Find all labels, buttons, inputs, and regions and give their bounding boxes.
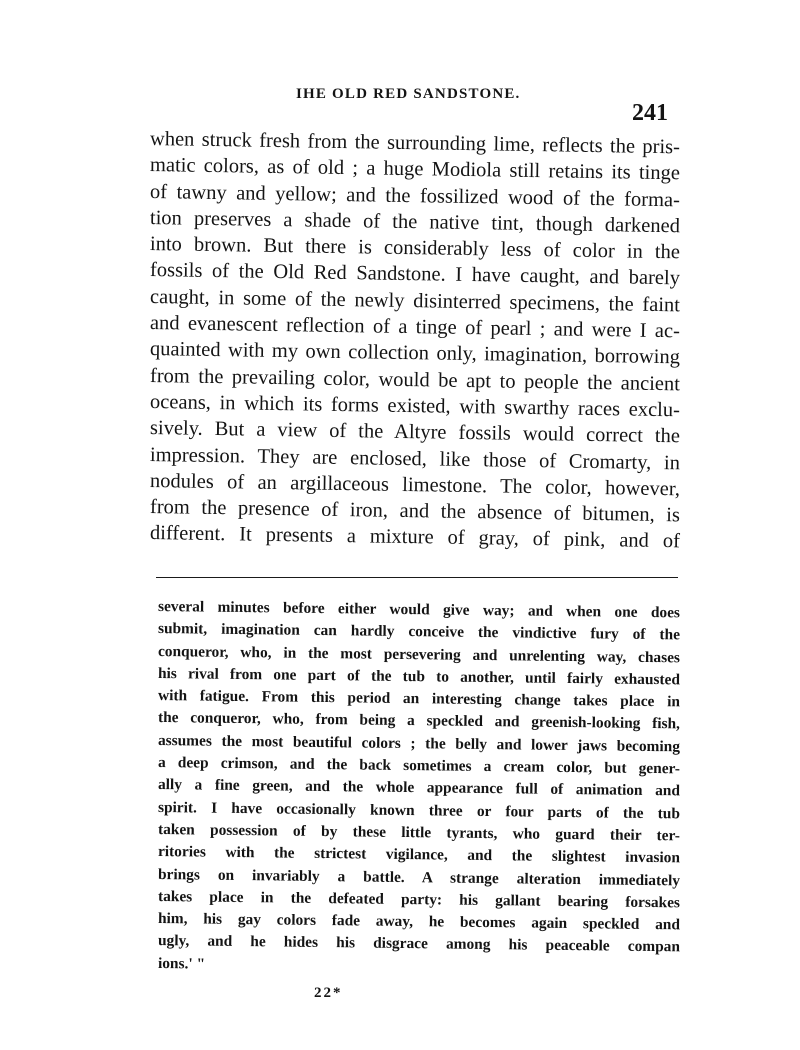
body-line: and evanescent reflection of a tinge of pearl ; and were I ac-: [149, 312, 681, 343]
body-line: nodules of an argillaceous limestone. The color, however,: [149, 469, 681, 501]
body-line: caught, in some of the newly disinterred specimens, the faint: [149, 285, 681, 317]
footnote-line: submit, imagination can hardly conceive the vindictive fury of the: [157, 620, 681, 644]
footnote-line: spirit. I have occasionally known three or four parts of the tub: [157, 798, 681, 823]
footnote-line: ions.' ": [157, 954, 206, 973]
footnote-line: ugly, and he hides his disgrace among his peaceable compan: [157, 932, 681, 956]
footnote-line: takes place in the defeated party: his gallant bearing forsakes: [157, 887, 681, 912]
body-line: sively. But a view of the Altyre fossils would correct the: [149, 417, 681, 448]
body-line: from the presence of iron, and the absence of bitumen, is: [149, 496, 681, 527]
body-line: matic colors, as of old ; a huge Modiola still retains its tinge: [149, 154, 681, 185]
signature-mark: 22*: [314, 985, 343, 1001]
footnote-line: him, his gay colors fade away, he becomes again speckled and: [157, 910, 681, 934]
footnote-line: several minutes before either would give way; and when one does: [157, 598, 681, 622]
footnote-line: with fatigue. From this period an interesting change takes place in: [157, 687, 681, 711]
footnote-line: ritories with the strictest vigilance, and the slightest invasion: [157, 843, 681, 867]
running-head: IHE OLD RED SANDSTONE.: [296, 86, 521, 102]
body-line: impression. They are enclosed, like those of Cromarty, in: [149, 443, 681, 474]
page-number: 241: [632, 100, 668, 126]
footnote-line: assumes the most beautiful colors ; the belly and lower jaws becoming: [157, 731, 681, 756]
body-line: quainted with my own collection only, imagination, borrowing: [149, 338, 681, 369]
footnote-line: taken possession of by these little tyrants, who guard their ter-: [157, 820, 681, 845]
body-line: tion preserves a shade of the native tint, though darkened: [149, 206, 681, 238]
body-line: fossils of the Old Red Sandstone. I have caught, and barely: [149, 259, 681, 290]
footnote-line: the conqueror, who, from being a speckled and greenish-looking fish,: [157, 709, 681, 733]
footnote-line: a deep crimson, and the back sometimes a cream color, but gener-: [157, 754, 681, 778]
body-line: oceans, in which its forms existed, with swarthy races exclu-: [149, 390, 681, 422]
footnote-line: ally a fine green, and the whole appearance full of animation and: [157, 776, 681, 800]
footnote-rule: [156, 577, 678, 578]
body-line: into brown. But there is considerably less of color in the: [149, 233, 681, 264]
body-line: different. It presents a mixture of gray, of pink, and of: [149, 522, 681, 553]
body-line: of tawny and yellow; and the fossilized wood of the forma-: [149, 180, 681, 211]
footnote-line: his rival from one part of the tub to another, until fairly exhausted: [157, 664, 681, 689]
footnote: [158, 596, 680, 975]
footnote-line: brings on invariably a battle. A strange alteration immediately: [157, 865, 681, 889]
body-line: when struck fresh from the surrounding lime, reflects the pris-: [149, 128, 681, 159]
body-line: from the prevailing color, would be apt to people the ancient: [149, 364, 681, 395]
body-text: [149, 126, 681, 553]
footnote-line: conqueror, who, in the most persevering and unrelenting way, chases: [157, 642, 681, 666]
